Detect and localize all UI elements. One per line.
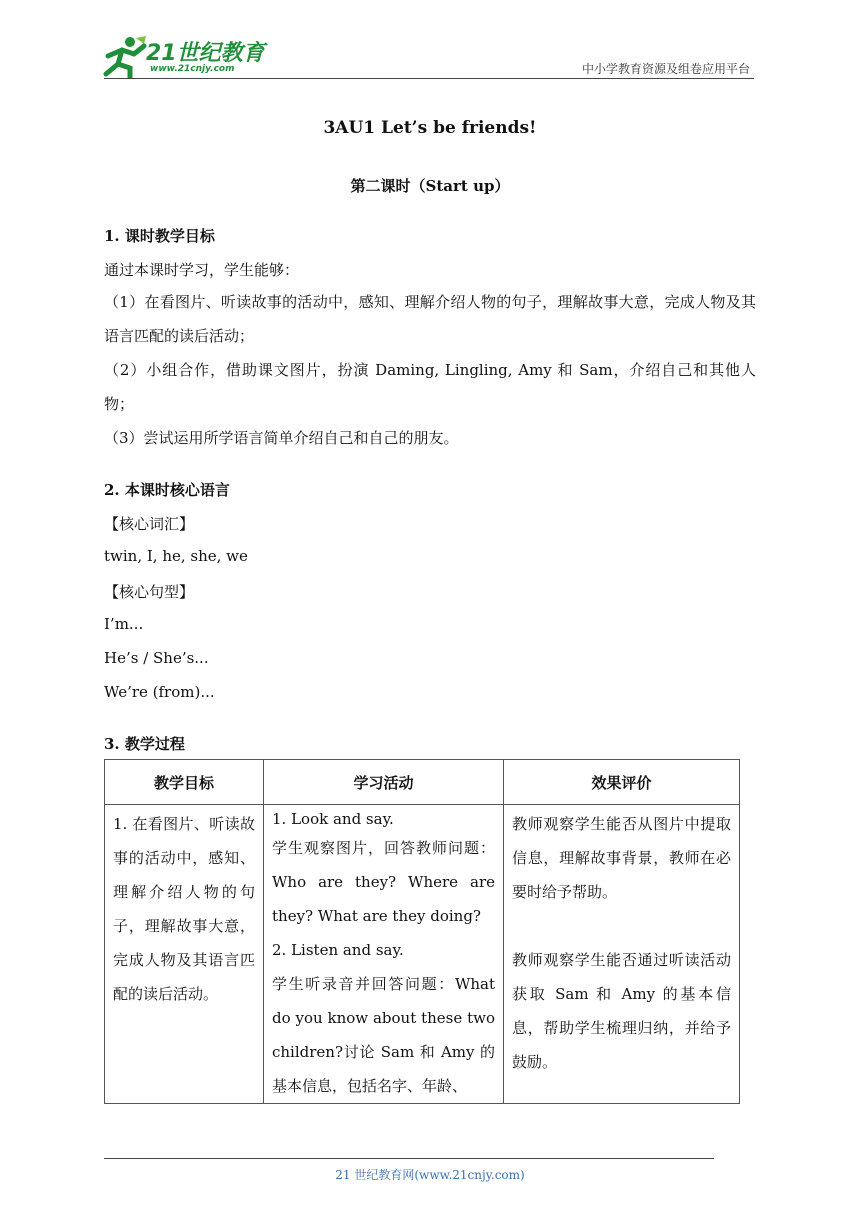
column-header-activity: 学习活动 — [264, 760, 504, 805]
goal-cell — [105, 805, 264, 1104]
footer-divider — [104, 1158, 714, 1159]
evaluation-1: 教师观察学生能否从图片中提取信息，理解故事背景，教师在必要时给予帮助。 — [512, 815, 731, 901]
pattern-label: 【核心句型】 — [104, 583, 195, 601]
header-divider — [104, 78, 754, 79]
goal-2: （2）小组合作，借助课文图片，扮演 Daming, Lingling, Amy 和 Sam，介绍自己和其他人物； — [104, 361, 756, 413]
document-subtitle: 第二课时（Start up） — [350, 177, 510, 195]
table-header-row — [105, 760, 740, 805]
document-title: 3AU1 Let’s be friends! — [323, 118, 537, 138]
table-row — [105, 805, 740, 1104]
activity-1-text: 学生观察图片，回答教师问题： Who are they? Where are they? What are they doing? — [272, 839, 495, 925]
platform-label: 中小学教育资源及组卷应用平台 — [581, 62, 750, 76]
evaluation-2: 教师观察学生能否通过听读活动获取 Sam 和 Amy 的基本信息，帮助学生梳理归纳，并给予鼓励。 — [512, 951, 731, 1071]
goal-1: （1）在看图片、听读故事的活动中，感知、理解介绍人物的句子，理解故事大意，完成人物及其语言匹配的读后活动； — [104, 293, 756, 345]
column-header-goal: 教学目标 — [105, 760, 264, 805]
site-logo — [100, 34, 270, 80]
goal-3: （3）尝试运用所学语言简单介绍自己和自己的朋友。 — [104, 429, 459, 447]
section1-heading: 1. 课时教学目标 — [104, 227, 215, 245]
activity-2-text: 学生听录音并回答问题：What do you know about these two children?讨论 Sam 和 Amy 的基本信息，包括名字、年龄、 — [272, 975, 495, 1095]
activity-2-title: 2. Listen and say. — [272, 941, 404, 959]
section3-heading: 3. 教学过程 — [104, 735, 185, 753]
section1-intro: 通过本课时学习，学生能够： — [104, 261, 300, 279]
activity-1-title: 1. Look and say. — [272, 810, 394, 828]
evaluation-cell — [504, 805, 740, 1104]
section2-heading: 2. 本课时核心语言 — [104, 481, 230, 499]
vocab-list: twin, I, he, she, we — [104, 547, 248, 565]
logo-text: 21世纪教育 — [146, 41, 265, 66]
column-header-evaluation: 效果评价 — [504, 760, 740, 805]
pattern-1: I’m... — [104, 615, 144, 633]
teaching-process-table — [104, 759, 740, 1104]
runner-logo-icon — [100, 34, 148, 78]
vocab-label: 【核心词汇】 — [104, 515, 195, 533]
goal-text: 1. 在看图片、听读故事的活动中，感知、理解介绍人物的句子，理解故事大意，完成人物及其语言匹配的读后活动。 — [113, 815, 255, 1003]
evaluation-spacer — [512, 909, 731, 943]
footer-link[interactable]: 21 世纪教育网(www.21cnjy.com) — [335, 1168, 525, 1182]
activity-cell — [264, 805, 504, 1104]
pattern-2: He’s / She’s... — [104, 649, 209, 667]
logo-url: www.21cnjy.com — [150, 64, 235, 74]
pattern-3: We’re (from)... — [104, 683, 215, 701]
